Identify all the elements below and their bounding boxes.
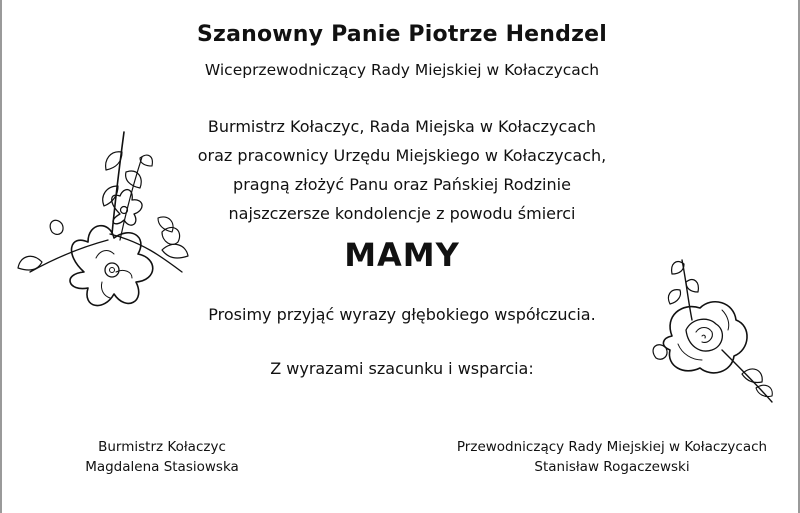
message-line: oraz pracownicy Urzędu Miejskiego w Kołaczycach,	[197, 146, 607, 165]
page-title: Szanowny Panie Piotrze Hendzel	[197, 22, 607, 47]
signature-role: Burmistrz Kołaczyc	[98, 439, 226, 455]
message-line: najszczersze kondolencje z powodu śmierci	[228, 204, 576, 223]
message-line: Burmistrz Kołaczyc, Rada Miejska w Kołaczycach	[207, 117, 597, 136]
deceased-heading: MAMY	[344, 236, 460, 274]
closing-text: Z wyrazami szacunku i wsparcia:	[270, 359, 534, 378]
sympathy-text: Prosimy przyjąć wyrazy głębokiego współczucia.	[208, 305, 596, 324]
signature-name: Stanisław Rogaczewski	[534, 459, 690, 475]
rose-flower-icon	[642, 250, 782, 410]
message-line: pragną złożyć Panu oraz Pańskiej Rodzinie	[233, 175, 571, 194]
signature-role: Przewodniczący Rady Miejskiej w Kołaczycach	[456, 439, 768, 455]
signature-left	[42, 437, 282, 477]
signature-right	[442, 437, 782, 477]
signature-name: Magdalena Stasiowska	[85, 459, 239, 475]
flower-bouquet-icon	[12, 122, 197, 317]
recipient-role: Wiceprzewodniczący Rady Miejskiej w Kołaczycach	[204, 61, 600, 79]
